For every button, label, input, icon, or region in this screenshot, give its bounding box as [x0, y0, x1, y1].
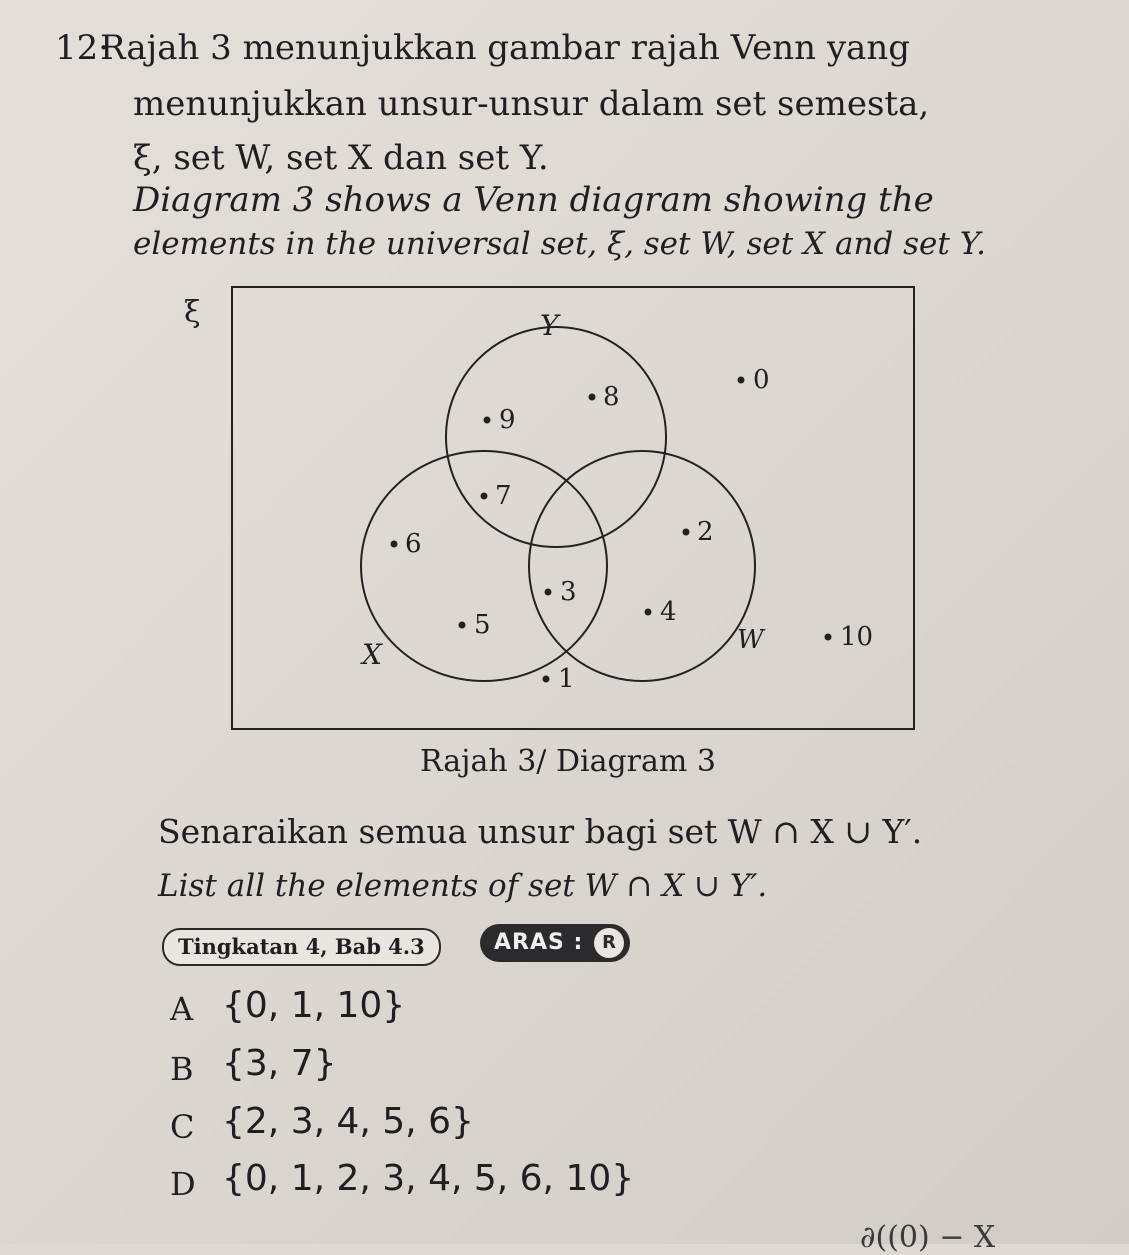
malay-line-3: ξ, set W, set X dan set Y. [133, 138, 549, 178]
svg-text:7: 7 [495, 481, 512, 511]
svg-text:5: 5 [474, 610, 491, 640]
element-8 [589, 382, 620, 412]
option-a-letter: A [170, 990, 194, 1028]
question-number: 12· [55, 28, 110, 68]
set-y-label: Y [540, 309, 559, 342]
set-x-label: X [362, 638, 382, 671]
element-2 [683, 517, 714, 547]
level-value: R [594, 928, 624, 958]
svg-text:3: 3 [560, 577, 577, 607]
option-a-value: {0, 1, 10} [222, 985, 406, 1026]
set-w-circle [529, 451, 755, 681]
option-b-value: {3, 7} [222, 1043, 337, 1084]
level-label: ARAS : [494, 930, 584, 955]
svg-text:9: 9 [499, 405, 516, 435]
element-7 [481, 481, 512, 511]
option-c-letter: C [170, 1108, 195, 1146]
element-0 [738, 365, 770, 395]
svg-text:6: 6 [405, 529, 422, 559]
set-y-circle [446, 327, 666, 547]
element-9 [484, 405, 516, 435]
element-5 [459, 610, 491, 640]
element-6 [391, 529, 422, 559]
svg-text:8: 8 [603, 382, 620, 412]
chapter-tag: Tingkatan 4, Bab 4.3 [162, 928, 441, 966]
option-d-letter: D [170, 1165, 196, 1203]
set-w-label: W [737, 625, 764, 655]
svg-text:2: 2 [697, 517, 714, 547]
set-x-circle [361, 451, 607, 681]
option-b-letter: B [170, 1050, 194, 1088]
malay-line-2: menunjukkan unsur-unsur dalam set semesta, [133, 84, 930, 124]
level-badge [480, 924, 630, 962]
element-1 [543, 664, 575, 694]
svg-text:1: 1 [558, 664, 575, 694]
universal-set-label: ξ [184, 295, 201, 330]
universal-set-box [232, 287, 914, 729]
english-line-2: elements in the universal set, ξ, set W, set X and set Y. [133, 226, 987, 262]
element-3 [545, 577, 577, 607]
option-d-value: {0, 1, 2, 3, 4, 5, 6, 10} [222, 1158, 635, 1199]
english-line-1: Diagram 3 shows a Venn diagram showing the [133, 180, 934, 220]
element-4 [645, 597, 677, 627]
element-10 [825, 622, 874, 652]
option-c-value: {2, 3, 4, 5, 6} [222, 1101, 474, 1142]
diagram-caption: Rajah 3/ Diagram 3 [420, 744, 716, 779]
svg-text:0: 0 [753, 365, 770, 395]
cut-off-footer-text: ∂((0) − X [860, 1220, 996, 1255]
svg-text:10: 10 [840, 622, 874, 652]
prompt-malay: Senaraikan semua unsur bagi set W ∩ X ∪ Y′. [158, 812, 923, 851]
svg-text:4: 4 [660, 597, 677, 627]
prompt-english: List all the elements of set W ∩ X ∪ Y′. [158, 868, 768, 904]
malay-line-1: Rajah 3 menunjukkan gambar rajah Venn yang [100, 28, 910, 68]
